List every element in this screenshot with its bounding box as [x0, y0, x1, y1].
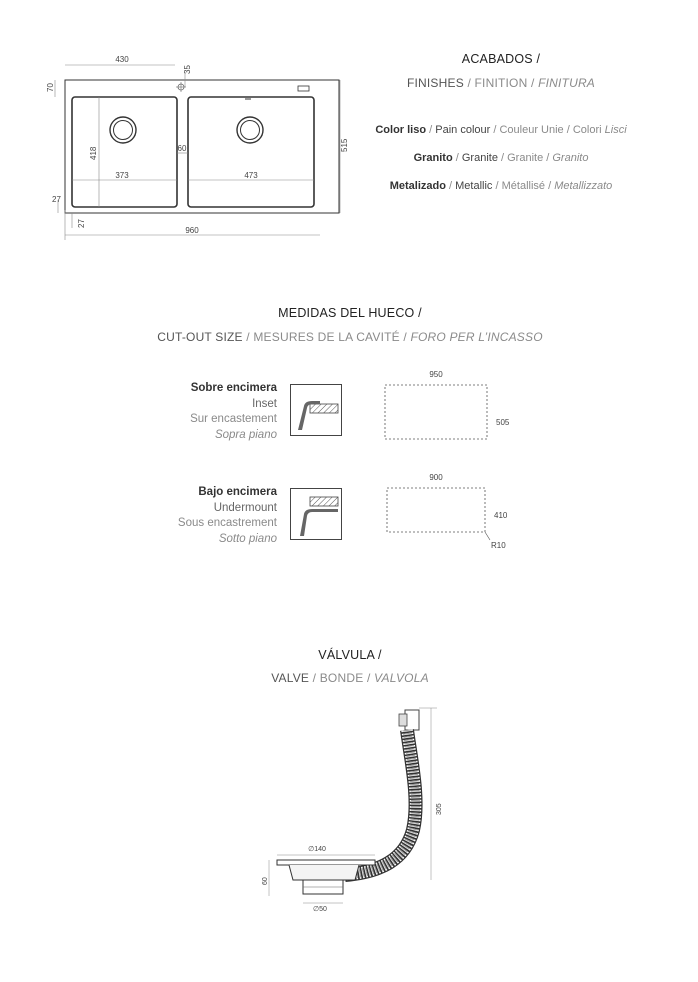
dim-27-h: 27 — [77, 219, 86, 228]
finish-row-granite: Granito / Granite / Granite / Granito — [413, 152, 589, 164]
finishes-subtitle-fr: FINITION — [474, 76, 528, 90]
dim-70: 70 — [46, 83, 55, 92]
inset-labels: Sobre encimera Inset Sur encastement Sopra piano — [190, 382, 277, 441]
cutout-subtitle: CUT-OUT SIZE / MESURES DE LA CAVITÉ / FORO PER L’INCASSO — [157, 330, 543, 344]
dim-960: 960 — [185, 226, 199, 235]
dim-515: 515 — [340, 138, 349, 152]
finish-row-plain: Color liso / Pain colour / Couleur Unie / Colori Lisci — [375, 124, 627, 136]
dim-35: 35 — [183, 65, 192, 74]
valve-drawing — [255, 700, 455, 920]
undermount-labels: Bajo encimera Undermount Sous encastrement Sotto piano — [177, 486, 277, 545]
svg-text:410: 410 — [494, 511, 508, 520]
finishes-subtitle: FINISHES / FINITION / FINITURA — [406, 76, 596, 90]
dim-473: 473 — [244, 171, 258, 180]
svg-text:60: 60 — [262, 877, 269, 885]
finishes-subtitle-it: FINITURA — [538, 76, 596, 90]
dim-27-v: 27 — [52, 195, 61, 204]
sink-plan-drawing — [40, 50, 350, 245]
dim-418: 418 — [89, 146, 98, 160]
undermount-cutout-rect — [380, 470, 520, 555]
svg-text:∅140: ∅140 — [308, 846, 326, 853]
dim-60: 60 — [177, 144, 187, 153]
right-bowl — [188, 97, 314, 207]
svg-text:305: 305 — [436, 803, 443, 815]
dim-373: 373 — [115, 171, 129, 180]
hose — [345, 730, 416, 875]
valve-subtitle: VALVE / BONDE / VALVOLA — [271, 671, 429, 685]
svg-text:950: 950 — [429, 370, 443, 379]
dim-430: 430 — [115, 55, 129, 64]
cutout-title: MEDIDAS DEL HUECO / — [278, 306, 422, 320]
left-bowl — [72, 97, 177, 207]
svg-text:900: 900 — [429, 473, 443, 482]
svg-text:R10: R10 — [491, 541, 506, 550]
finishes-subtitle-en: FINISHES — [406, 76, 464, 90]
sink-outline — [65, 80, 339, 213]
inset-mount-icon — [290, 384, 342, 436]
finishes-title: ACABADOS / — [461, 52, 541, 66]
overflow-icon — [298, 86, 309, 91]
valve-title: VÁLVULA / — [318, 648, 382, 662]
svg-text:505: 505 — [496, 418, 510, 427]
undermount-icon — [290, 488, 342, 540]
svg-text:∅50: ∅50 — [313, 906, 327, 913]
inset-cutout-rect — [380, 366, 520, 446]
finish-row-metallic: Metalizado / Metallic / Métallisé / Metallizzato — [389, 180, 613, 192]
